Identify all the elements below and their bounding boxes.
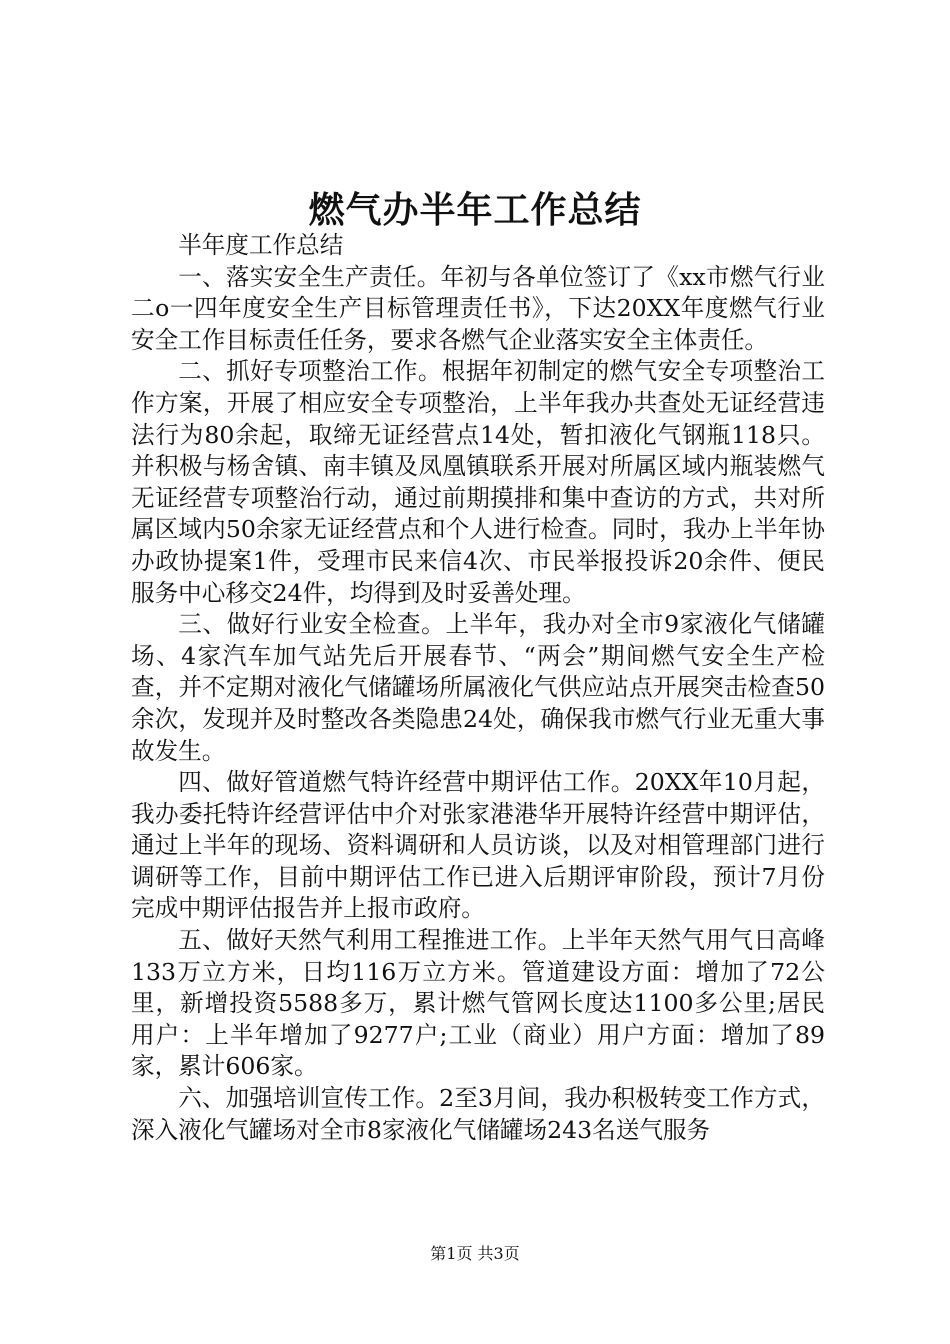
paragraph-section-3: 三、做好行业安全检查。上半年，我办对全市9家液化气储罐场、4家汽车加气站先后开展春节、“两会”期间燃气安全生产检查，并不定期对液化气储罐场所属液化气供应站点开展突击检查50余次，发现并及时整改各类隐患24处，确保我市燃气行业无重大事故发生。 [131,610,825,765]
paragraph-section-5: 五、做好天然气利用工程推进工作。上半年天然气用气日高峰133万立方米，日均116万立方米。管道建设方面：增加了72公里，新增投资5588多万，累计燃气管网长度达1100多公里;居民用户：上半年增加了9277户;工业（商业）用户方面：增加了89家，累计606家。 [131,926,825,1081]
document-title: 燃气办半年工作总结 [308,189,642,231]
paragraph-section-4: 四、做好管道燃气特许经营中期评估工作。20XX年10月起，我办委托特许经营评估中介对张家港港华开展特许经营中期评估，通过上半年的现场、资料调研和人员访谈，以及对相管理部门进行调研等工作，目前中期评估工作已进入后期评审阶段，预计7月份完成中期评估报告并上报市政府。 [131,768,825,923]
paragraph-section-2: 二、抓好专项整治工作。根据年初制定的燃气安全专项整治工作方案，开展了相应安全专项整治，上半年我办共查处无证经营违法行为80余起，取缔无证经营点14处，暂扣液化气钢瓶118只。并积极与杨舍镇、南丰镇及凤凰镇联系开展对所属区域内瓶装燃气无证经营专项整治行动，通过前期摸排和集中查访的方式，共对所属区域内50余家无证经营点和个人进行检查。同时，我办上半年协办政协提案1件，受理市民来信4次、市民举报投诉20余件、便民服务中心移交24件，均得到及时妥善处理。 [131,357,825,607]
paragraph-subtitle: 半年度工作总结 [178,231,344,259]
document-body [131,230,825,1146]
page-number-footer: 第1页 共3页 [430,1244,520,1263]
paragraph-section-6: 六、加强培训宣传工作。2至3月间，我办积极转变工作方式，深入液化气罐场对全市8家液化气储罐场243名送气服务 [131,1084,825,1144]
paragraph-section-1: 一、落实安全生产责任。年初与各单位签订了《xx市燃气行业二o一四年度安全生产目标管理责任书》，下达20XX年度燃气行业安全工作目标责任任务，要求各燃气企业落实安全主体责任。 [131,262,825,354]
